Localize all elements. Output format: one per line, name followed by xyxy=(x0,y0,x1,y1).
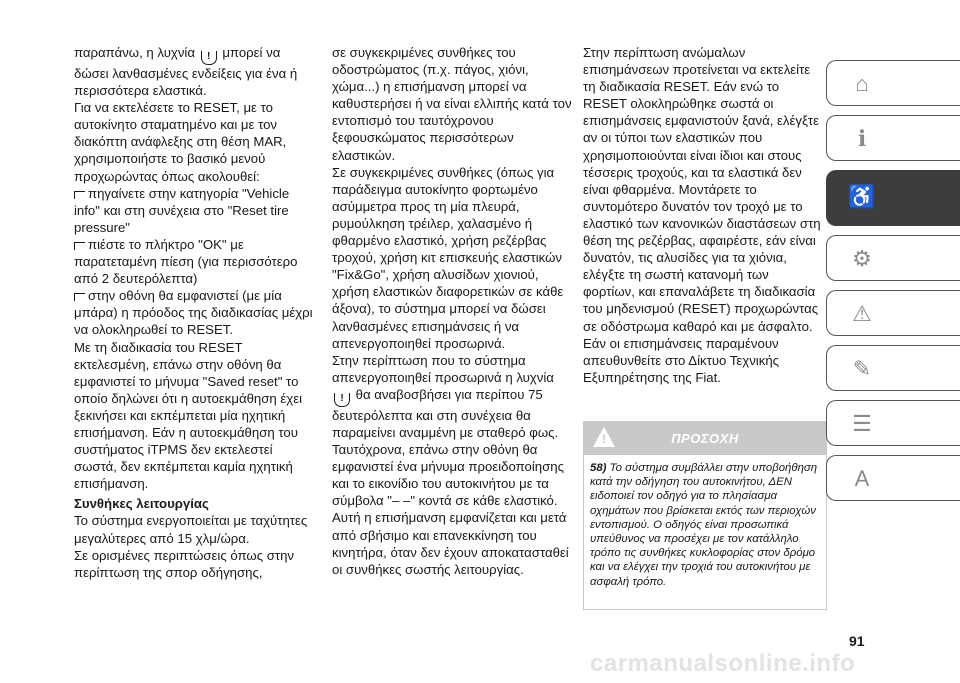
specifications-icon: ☰ xyxy=(852,411,872,436)
bullet-item: πηγαίνετε στην κατηγορία "Vehicle info" και στη συνέχεια στο "Reset tire pressure" xyxy=(74,185,290,235)
tab-emergency[interactable] xyxy=(826,290,960,336)
text-column-1 xyxy=(74,44,314,581)
warning-triangle-icon: ! xyxy=(593,427,615,447)
warning-title: ΠΡΟΣΟΧΗ xyxy=(671,430,739,446)
index-icon: A xyxy=(854,466,870,491)
chapter-tabs xyxy=(826,60,960,510)
tab-info[interactable] xyxy=(826,115,960,161)
warning-text: Το σύστημα συμβάλλει στην υποβοήθηση κατά την οδήγηση του αυτοκινήτου, ΔΕΝ ειδοποιεί τον οδηγό για το πλησίασμα οχημάτων που βρίσκεται εκτός των περιοχών εντοπισμού. Ο οδηγός είναι προσωπικά υπεύθυνος να προσέχει με τον κατάλληλο τρόπο τις συνθήκες κυκλοφορίας στον δρόμο και να ελέγχει την τροχιά του αυτοκινήτου με ασφαλή τρόπο. xyxy=(590,462,818,588)
tab-maintenance[interactable] xyxy=(826,345,960,391)
paragraph: σε συγκεκριμένες συνθήκες του οδοστρώματος (π.χ. πάγος, χιόνι, χώμα...) η επισήμανση μπορεί να καθυστερήσει ή να είναι ελλιπής κατά τον εντοπισμό του ταυτόχρονου ξεφουσκώματος περισσότερων ελαστικών. xyxy=(332,45,572,163)
paragraph: Αυτή η επισήμανση εμφανίζεται και μετά από σβήσιμο και επανεκκίνηση του κινητήρα, όταν δεν έχουν αποκατασταθεί οι συνθήκες σωστής λειτουργίας. xyxy=(332,510,569,577)
info-icon: ℹ xyxy=(857,126,867,151)
tab-dashboard[interactable] xyxy=(826,60,960,106)
paragraph: Στην περίπτωση που το σύστημα απενεργοποιηθεί προσωρινά η λυχνία ! θα αναβοσβήσει για περίπου 75 δευτερόλεπτα και στη συνέχεια θα παραμείνει αναμμένη με σταθερό φως. Ταυτόχρονα, επάνω στην οθόνη θα εμφανιστεί ένα μήνυμα προειδοποίησης και το εικονίδιο του αυτοκινήτου με τα σύμβολα "– –" κοντά σε κάθε ελαστικό. xyxy=(332,352,564,509)
text-column-3 xyxy=(583,44,823,386)
paragraph: Στην περίπτωση ανώμαλων επισημάνσεων προτείνεται να εκτελείτε τη διαδικασία RESET. Εάν ενώ το RESET ολοκληρώθηκε σωστά οι επισημάνσεις εμφανιστούν ξανά, ελέγξτε αν οι τύποι των ελαστικών που χρησιμοποιούνται είναι ίδιοι και στους τέσσερις τροχούς, και τα ελαστικά δεν είναι φθαρμένα. Μοντάρετε το συντομότερο δυνατόν τον τροχό με το ελαστικό των κανονικών διαστάσεων στη θέση της ρεζέρβας, αφαιρέστε, εάν είναι δυνατόν, τις αλυσίδες για τα χιόνια, ελέγξτε τη σωστή κατανομή των φορτίων, και επαναλάβετε τη διαδικασία του μηδενισμού (RESET) προχωρώντας σε οδόστρωμα καθαρό και με άσφαλτο. Εάν οι επισημάνσεις παραμένουν απευθυνθείτε στο Δίκτυο Τεχνικής Εξυπηρέτησης της Fiat. xyxy=(583,45,821,385)
paragraph: Σε ορισμένες περιπτώσεις όπως στην περίπτωση της σπορ οδήγησης, xyxy=(74,547,295,580)
bullet-icon xyxy=(74,191,85,199)
warning-body xyxy=(583,455,827,610)
page-number: 91 xyxy=(849,633,865,649)
tab-index[interactable] xyxy=(826,455,960,501)
paragraph: Με τη διαδικασία του RESET εκτελεσμένη, επάνω στην οθόνη θα εμφανιστεί το μήνυμα "Saved reset" το οποίο δηλώνει ότι η αυτοεκμάθηση έχει ξεκινήσει και εκπέμπεται μία ηχητική επισήμανση. Εάν η αυτοεκμάθηση του συστήματος iTPMS δεν εκτελεστεί σωστά, δεν εκπέμπεται καμία ηχητική επισήμανση. xyxy=(74,339,303,492)
section-heading: Συνθήκες λειτουργίας xyxy=(74,496,209,512)
tab-tools[interactable] xyxy=(826,235,960,281)
warning-box xyxy=(583,421,827,609)
bullet-icon xyxy=(74,242,85,250)
airbag-seatbelt-icon: ♿ xyxy=(848,184,876,209)
tpms-warning-icon: ! xyxy=(201,51,217,65)
warning-number: 58) xyxy=(590,462,607,474)
paragraph: παραπάνω, η λυχνία ! μπορεί να δώσει λανθασμένες ενδείξεις για ένα ή περισσότερα ελαστικά. xyxy=(74,45,298,99)
paragraph: Το σύστημα ενεργοποιείται με ταχύτητες μεγαλύτερες από 15 χλμ/ώρα. xyxy=(74,513,308,546)
text-column-2 xyxy=(332,44,572,578)
bullet-item: πιέστε το πλήκτρο "OK" με παρατεταμένη πίεση (για περισσότερο από 2 δευτερόλεπτα) xyxy=(74,236,298,287)
maintenance-icon: ✎ xyxy=(852,356,872,381)
tpms-warning-icon: ! xyxy=(334,393,350,407)
tab-safety[interactable] xyxy=(826,170,960,226)
emergency-icon: ⚠ xyxy=(852,301,872,326)
paragraph: Σε συγκεκριμένες συνθήκες (όπως για παράδειγμα αυτοκίνητο φορτωμένο ασύμμετρα προς τη μία πλευρά, ρυμούλκηση τρέιλερ, χαλασμένο ή φθαρμένο ελαστικό, χρήση ρεζέρβας τροχού, χρήση κιτ επισκευής ελαστικών "Fix&Go", χρήση αλυσίδων χιονιού, χρήση ελαστικών διαφορετικών σε κάθε άξονα), το σύστημα μπορεί να δώσει λανθασμένες επισημάνσεις ή να απενεργοποιηθεί προσωρινά. xyxy=(332,164,564,351)
warning-header xyxy=(583,421,827,455)
tools-icon: ⚙ xyxy=(852,246,872,271)
bullet-item: στην οθόνη θα εμφανιστεί (με μία μπάρα) η πρόοδος της διαδικασίας μέχρι να ολοκληρωθεί το RESET. xyxy=(74,288,313,338)
bullet-icon xyxy=(74,293,85,301)
tab-specifications[interactable] xyxy=(826,400,960,446)
watermark: carmanualsonline.info xyxy=(590,650,856,677)
paragraph: Για να εκτελέσετε το RESET, με το αυτοκίνητο σταματημένο και με τον διακόπτη ανάφλεξης στη θέση MAR, χρησιμοποιήστε το βασικό μενού προχωρώντας όπως ακολουθεί: xyxy=(74,100,287,184)
car-dashboard-icon: ⌂ xyxy=(855,71,869,96)
